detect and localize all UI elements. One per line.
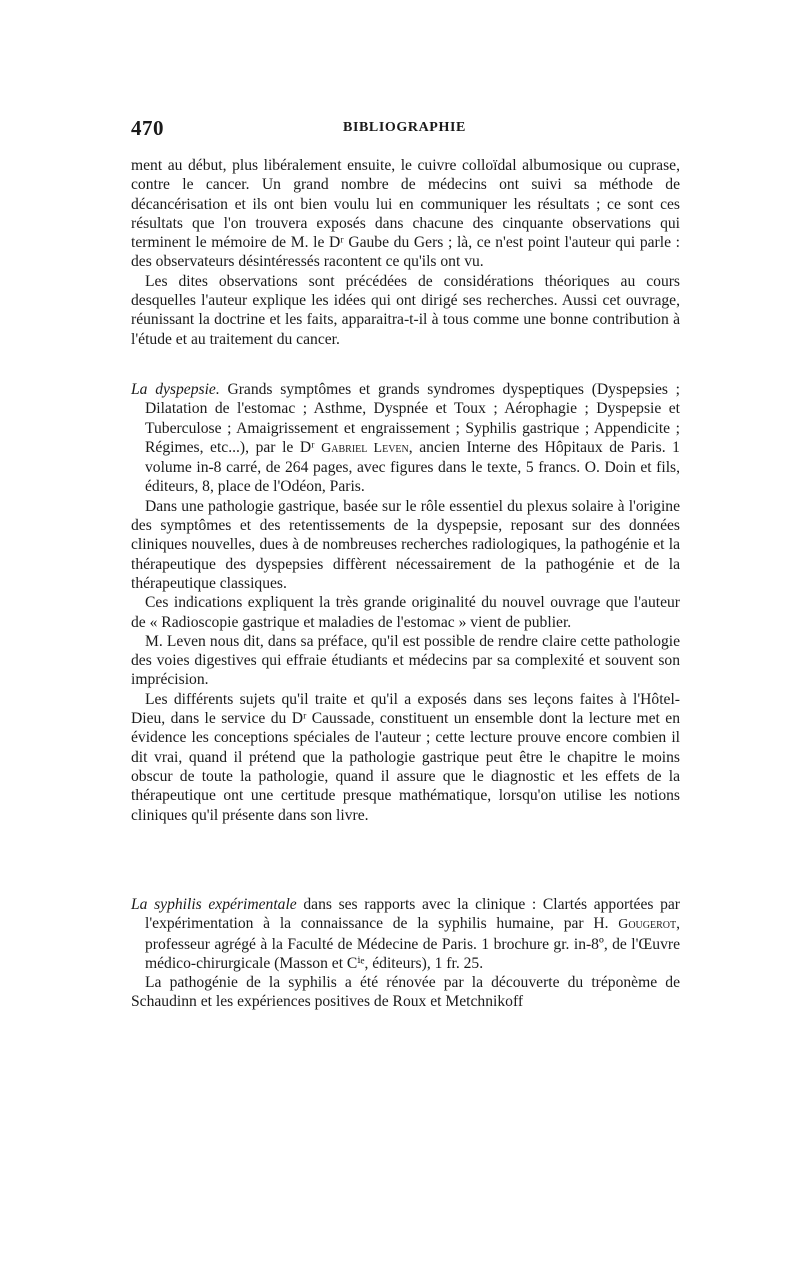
bibliographic-entry: [131, 895, 680, 973]
bibliographic-entry: [131, 380, 680, 497]
paragraph: Dans une pathologie gastrique, basée sur le rôle essentiel du plexus solaire à l'origine des symptômes et des retentissements de la dyspepsie, reposant sur des données cliniques nouvelles, dues à de nombreuses recherches radiologiques, la pathogénie et la thérapeutique des dyspepsies diffèrent nécessairement de la pathogénie et de la thérapeutique classiques.: [131, 497, 680, 592]
paragraph: M. Leven nous dit, dans sa préface, qu'il est possible de rendre claire cette pathologie des voies digestives qui effraie étudiants et médecins par sa complexité et souvent son imprécision.: [131, 632, 680, 689]
paragraph: Les différents sujets qu'il traite et qu'il a exposés dans ses leçons faites à l'Hôtel-Dieu, dans le service du Dʳ Caussade, constituent un ensemble dont la lecture met en évidence les conceptions spéciales de l'auteur ; cette lecture prouve encore combien il dit vrai, quand il prétend que la pathologie gastrique peut être le chapitre le moins obscur de toute la pathologie, quand il assure que le diagnostic et les effets de la thérapeutique ont une certitude presque mathématique, lorsqu'on utilise les notions cliniques qu'il présente dans son livre.: [131, 690, 680, 824]
page-number: 470: [131, 116, 164, 140]
page-header: [131, 116, 680, 142]
paragraph: Les dites observations sont précédées de considérations théoriques au cours desquelles l'auteur explique les idées qui ont dirigé ses recherches. Aussi cet ouvrage, réunissant la doctrine et les faits, apparaitra-t-il à tous comme une bonne contribution à l'étude et au traitement du cancer.: [131, 272, 680, 348]
paragraph: Ces indications expliquent la très grande originalité du nouvel ouvrage que l'auteur de « Radioscopie gastrique et maladies de l'estomac » vient de publier.: [131, 594, 680, 631]
cancer-review-continuation: [131, 156, 680, 349]
book-description: Grands symptômes et grands syndromes dyspeptiques (Dyspepsies ; Dilatation de l'estomac ; Asthme, Dyspnée et Toux ; Aérophagie ; Dyspepsie et Tuberculose ; Amaigrissement et engraissement ; Syphilis gastrique ; Appendicite ; Régimes, etc...), par le Dʳ: [145, 381, 680, 456]
publication-details: , ancien Interne des Hôpitaux de Paris. 1 volume in-8 carré, de 264 pages, avec figures dans le texte, 5 francs. O. Doin et fils, éditeurs, 8, place de l'Odéon, Paris.: [145, 438, 680, 496]
book-description: dans ses rapports avec la clinique : Clartés apportées par l'expérimentation à la connaissance de la syphilis humaine, par H.: [145, 896, 680, 933]
syphilis-review: [131, 895, 680, 1012]
book-title: La dyspepsie.: [131, 381, 220, 398]
publication-details: , professeur agrégé à la Faculté de Médecine de Paris. 1 brochure gr. in-8º, de l'Œuvre médico-chirurgicale (Masson et Cⁱᵉ, éditeurs), 1 fr. 25.: [145, 915, 680, 972]
book-title: La syphilis expérimentale: [131, 896, 297, 913]
running-head: BIBLIOGRAPHIE: [343, 120, 466, 135]
dyspepsie-review: [131, 380, 680, 825]
paragraph: ment au début, plus libéralement ensuite, le cuivre colloïdal albumosique ou cuprase, contre le cancer. Un grand nombre de médecins ont suivi sa méthode de décancérisation et ils ont bien voulu lui en communiquer les résultats ; ce sont ces résultats que l'on trouvera exposés dans chacune des cinquante observations qui terminent le mémoire de M. le Dʳ Gaube du Gers ; là, ce n'est point l'auteur qui parle : des observateurs désintéressés racontent ce qu'ils ont vu.: [131, 157, 680, 271]
paragraph: La pathogénie de la syphilis a été rénovée par la découverte du tréponème de Schaudinn et les expériences positives de Roux et Metchnikoff: [131, 974, 680, 1011]
author-name: Gabriel Leven: [321, 440, 409, 456]
author-name: Gougerot: [618, 917, 677, 933]
